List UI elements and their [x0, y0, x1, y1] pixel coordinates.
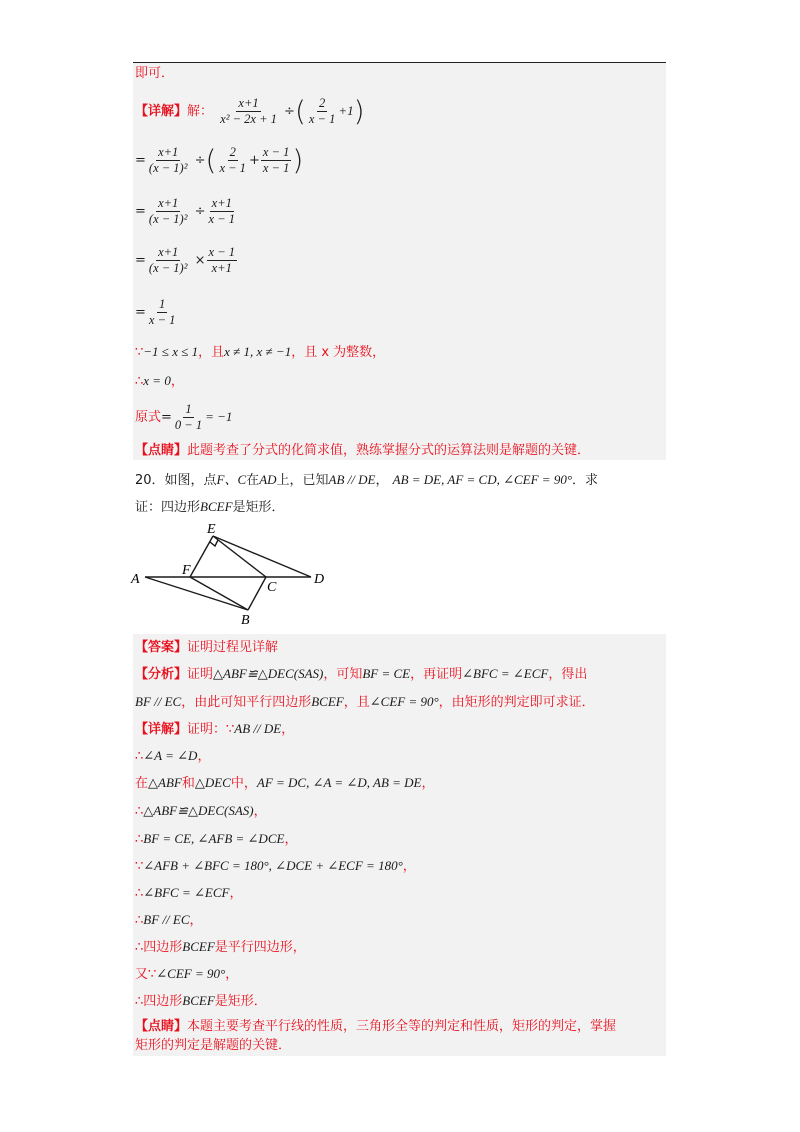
proof-line-1: 【详解】证明：∵AB // DE， — [135, 721, 295, 737]
problem-20-line-1: 20．如图，点F、C在AD上，已知AB // DE， AB = DE, AF = CD, ∠CEF = 90°．求 — [135, 472, 599, 488]
geometry-figure — [128, 520, 338, 630]
label-A: A — [131, 572, 140, 587]
comment-line-20-2: 矩形的判定是解题的关键． — [135, 1038, 292, 1053]
continuation-line: 即可． — [135, 66, 175, 81]
comment-tag: 【点睛】 — [135, 1019, 188, 1034]
line-EC — [213, 536, 266, 577]
proof-line-7: ∴∠BFC = ∠ECF， — [135, 885, 243, 901]
proof-line-4: ∴△ABF≌△DEC(SAS)， — [135, 803, 267, 819]
line-DE — [213, 536, 311, 577]
original-expression-line: 原式= $\frac{1}{0 - 1}$ = −1 — [135, 402, 233, 432]
proof-line-6: ∵∠AFB + ∠BFC = 180°, ∠DCE + ∠ECF = 180°， — [135, 858, 416, 874]
detail-step-3: = $\frac{x+1}{\text{(x − 1)²}}$ ÷ $\frac{x+1}{x - 1}$ — [135, 196, 235, 226]
comment-line-20-1: 【点睛】本题主要考查平行线的性质，三角形全等的判定和性质，矩形的判定，掌握 — [135, 1019, 617, 1034]
condition-line: ∵−1 ≤ x ≤ 1，且x ≠ 1, x ≠ −1，且 x 为整数， — [135, 344, 386, 360]
analysis-line-2: BF // EC，由此可知平行四边形BCEF，且∠CEF = 90°，由矩形的判定即可求证． — [135, 694, 595, 710]
label-F: F — [182, 563, 191, 578]
detail-tag: 【详解】 — [135, 104, 188, 119]
x-value-line: ∴x = 0， — [135, 373, 184, 389]
proof-line-2: ∴∠A = ∠D， — [135, 748, 211, 764]
problem-20-line-2: 证：四边形BCEF是矩形． — [135, 499, 285, 515]
proof-line-8: ∴BF // EC， — [135, 912, 203, 928]
label-D: D — [314, 572, 325, 587]
analysis-line-1: 【分析】证明△ABF≌△DEC(SAS)，可知BF = CE，再证明∠BFC = ∠ECF，得出 — [135, 666, 588, 682]
label-E: E — [207, 522, 216, 537]
line-AB — [145, 577, 248, 610]
answer-line: 【答案】证明过程见详解 — [135, 640, 279, 655]
comment-line-19: 【点睛】此题考查了分式的化简求值，熟练掌握分式的运算法则是解题的关键． — [135, 443, 591, 458]
line-EF — [190, 536, 213, 577]
detail-step-4: = $\frac{x+1}{\text{(x − 1)²}}$ × $\frac{x - 1}{x+1}$ — [135, 245, 235, 275]
fraction: $\frac{2}{x - 1}$ — [308, 96, 336, 126]
detail-step-5: = $\frac{1}{x - 1}$ — [135, 297, 176, 327]
proof-line-3: 在△ABF和△DEC中，AF = DC, ∠A = ∠D, AB = DE， — [135, 775, 435, 791]
proof-line-11: ∴四边形BCEF是矩形． — [135, 993, 267, 1009]
detail-step-1: 【详解】解： $\frac{x+1}{\text{x² − 2x + 1}}$ ÷( $\frac{2}{x - 1}$ +1) — [135, 94, 365, 128]
proof-line-5: ∴BF = CE, ∠AFB = ∠DCE， — [135, 831, 298, 847]
proof-line-10: 又∵∠CEF = 90°， — [135, 966, 239, 982]
detail-step-2: = $\frac{x+1}{\text{(x − 1)²}}$ ÷( $\frac{2}{x - 1}$ + $\frac{x - 1}{x - 1}$ ) — [135, 143, 304, 177]
comment-tag: 【点睛】 — [135, 443, 188, 458]
answer-tag: 【答案】 — [135, 640, 188, 655]
line-CB — [248, 577, 266, 610]
fraction: $\frac{x+1}{\text{x² − 2x + 1}}$ — [220, 96, 277, 126]
right-angle-mark — [210, 540, 218, 546]
proof-line-9: ∴四边形BCEF是平行四边形， — [135, 939, 306, 955]
analysis-tag: 【分析】 — [135, 667, 188, 682]
detail-tag: 【详解】 — [135, 722, 188, 737]
label-C: C — [267, 580, 277, 595]
label-B: B — [241, 613, 250, 628]
